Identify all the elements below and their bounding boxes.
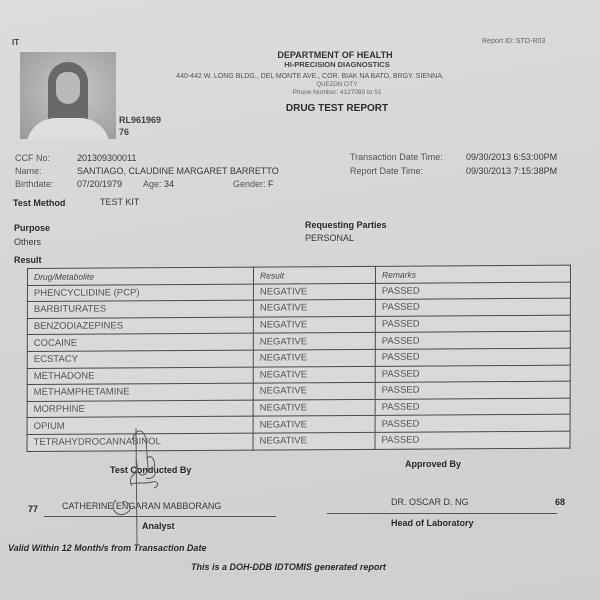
header-result: Result: [253, 266, 375, 283]
drug-cell: COCAINE: [27, 333, 253, 351]
analyst-number: 77: [28, 504, 39, 514]
gender-value: F: [268, 179, 274, 189]
drug-cell: ECSTACY: [27, 350, 253, 368]
result-cell: NEGATIVE: [253, 432, 375, 449]
remarks-cell: PASSED: [375, 415, 570, 433]
remarks-cell: PASSED: [375, 431, 570, 449]
gender-label: Gender:: [233, 179, 266, 189]
generated-note: This is a DOH-DDB IDTOMIS generated report: [191, 562, 386, 572]
laboratory-phone: Phone Number: 4127080 to 51: [292, 89, 382, 96]
result-cell: NEGATIVE: [253, 283, 375, 300]
drug-cell: OPIUM: [27, 416, 253, 434]
remarks-cell: PASSED: [375, 315, 570, 333]
patient-photo: [20, 52, 116, 139]
analyst-name: CATHERINE ENGARAN MABBORANG: [62, 501, 222, 511]
remarks-cell: PASSED: [375, 365, 570, 383]
rl-suffix: 76: [119, 127, 130, 137]
drug-cell: BARBITURATES: [27, 300, 253, 318]
report-date-label: Report Date Time:: [350, 166, 424, 176]
result-cell: NEGATIVE: [253, 300, 375, 317]
birthdate-label: Birthdate:: [15, 179, 54, 189]
validity-note: Valid Within 12 Month/s from Transaction Date: [8, 543, 207, 553]
test-method-value: TEST KIT: [100, 197, 140, 207]
remarks-cell: PASSED: [375, 381, 570, 399]
approved-by-label: Approved By: [405, 459, 462, 469]
result-cell: NEGATIVE: [253, 316, 375, 333]
remarks-cell: PASSED: [375, 282, 570, 300]
head-number: 68: [555, 497, 566, 507]
ccf-label: CCF No:: [15, 153, 51, 163]
requesting-parties-label: Requesting Parties: [305, 220, 387, 230]
purpose-label: Purpose: [14, 223, 51, 233]
age-label: Age:: [143, 179, 162, 189]
rl-number: RL961969: [119, 115, 162, 125]
requesting-parties-value: PERSONAL: [305, 233, 355, 243]
laboratory-city: QUEZON CITY: [316, 82, 358, 88]
result-cell: NEGATIVE: [253, 333, 375, 350]
result-cell: NEGATIVE: [253, 349, 375, 366]
report-date-value: 09/30/2013 7:15:38PM: [466, 166, 558, 176]
remarks-cell: PASSED: [375, 398, 570, 416]
drug-cell: TETRAHYDROCANNABINOL: [27, 433, 253, 451]
ccf-value: 201309300011: [77, 153, 137, 163]
result-cell: NEGATIVE: [253, 383, 375, 400]
drug-cell: PHENCYCLIDINE (PCP): [27, 284, 253, 302]
result-cell: NEGATIVE: [253, 416, 375, 433]
name-value: SANTIAGO, CLAUDINE MARGARET BARRETTO: [77, 166, 279, 176]
transaction-date-value: 09/30/2013 6:53:00PM: [466, 152, 558, 162]
result-cell: NEGATIVE: [253, 366, 375, 383]
results-table: [27, 265, 571, 452]
head-title: Head of Laboratory: [391, 518, 474, 528]
table-row: [27, 431, 570, 451]
laboratory-name: HI-PRECISION DIAGNOSTICS: [284, 60, 390, 69]
remarks-cell: PASSED: [375, 298, 570, 316]
drug-cell: METHADONE: [27, 367, 253, 385]
head-name: DR. OSCAR D. NG: [391, 497, 469, 507]
name-label: Name:: [15, 166, 42, 176]
test-method-label: Test Method: [13, 198, 66, 208]
test-conducted-label: Test Conducted By: [110, 465, 192, 475]
corner-mark: IT: [12, 38, 20, 47]
remarks-cell: PASSED: [375, 348, 570, 366]
header-drug: Drug/Metabolite: [27, 267, 253, 285]
report-id: Report ID: STO-R03: [482, 38, 546, 45]
transaction-date-label: Transaction Date Time:: [350, 152, 443, 162]
analyst-title: Analyst: [142, 521, 175, 531]
photo-shoulders: [26, 118, 110, 139]
laboratory-address: 440-442 W. LONG BLDG., DEL MONTE AVE., COR. BIAK NA BATO, BRGY. SIENNA,: [176, 73, 444, 80]
analyst-signature-line: [44, 516, 276, 517]
result-label: Result: [14, 255, 42, 265]
drug-cell: METHAMPHETAMINE: [27, 383, 253, 401]
drug-cell: MORPHINE: [27, 400, 253, 418]
purpose-value: Others: [14, 237, 42, 247]
remarks-cell: PASSED: [375, 332, 570, 350]
department-name: DEPARTMENT OF HEALTH: [277, 50, 393, 60]
header-remarks: Remarks: [375, 265, 570, 283]
drug-cell: BENZODIAZEPINES: [27, 317, 253, 335]
age-value: 34: [164, 179, 175, 189]
document-title: DRUG TEST REPORT: [285, 103, 389, 114]
photo-face: [56, 72, 80, 104]
birthdate-value: 07/20/1979: [77, 179, 123, 189]
head-signature-line: [327, 513, 557, 514]
result-cell: NEGATIVE: [253, 399, 375, 416]
